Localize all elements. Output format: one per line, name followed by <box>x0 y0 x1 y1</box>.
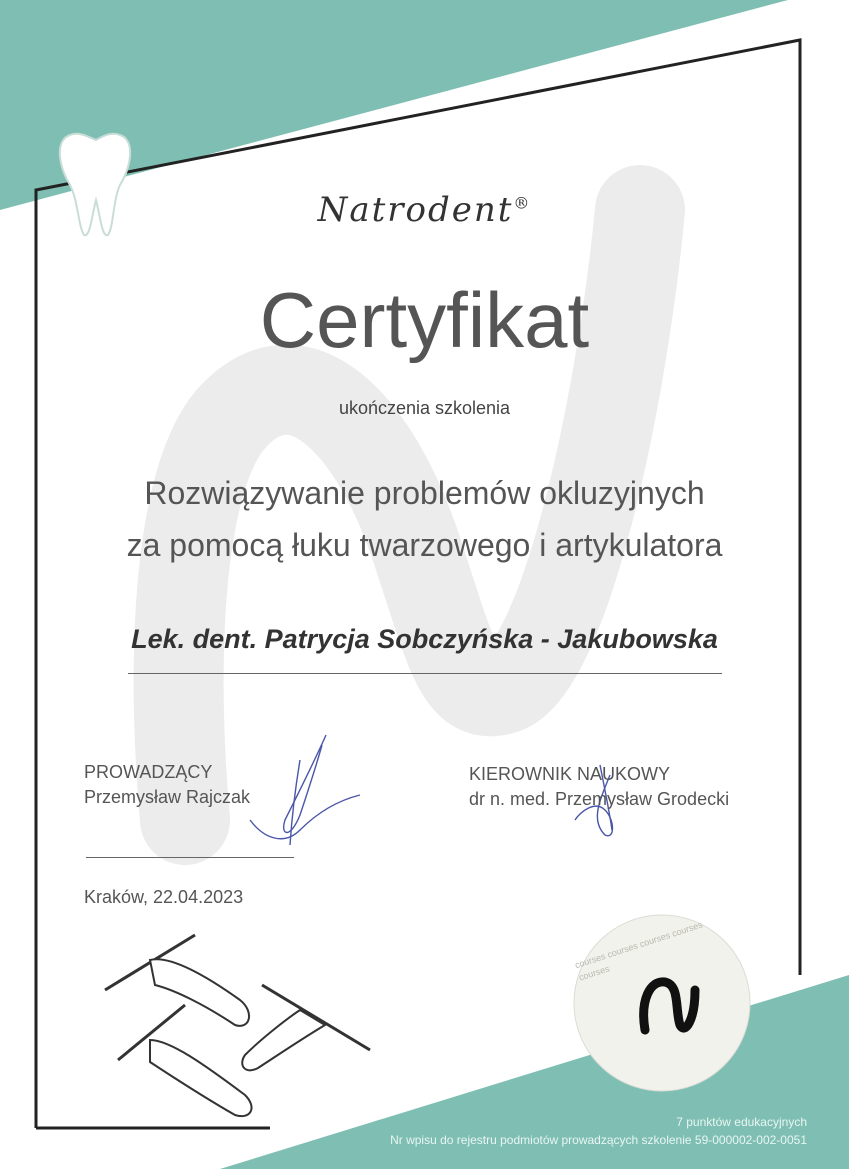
left-signature-block <box>84 760 250 810</box>
articulator-illustration <box>105 935 370 1116</box>
left-signature-line <box>86 857 294 858</box>
brand-name: Natrodent <box>317 190 514 230</box>
left-signature-name: Przemysław Rajczak <box>84 787 251 807</box>
right-signature-role: KIEROWNIK NAUKOWY <box>469 764 671 784</box>
course-title-line2: za pomocą łuku twarzowego i artykulatora <box>126 527 723 563</box>
place-date: Kraków, 22.04.2023 <box>84 887 244 907</box>
footer-registry: Nr wpisu do rejestru podmiotów prowadzących szkolenie 59-000002-002-0051 <box>390 1133 807 1147</box>
course-title-line1: Rozwiązywanie problemów okluzyjnych <box>144 475 705 511</box>
right-signature-name: dr n. med. Przemysław Grodecki <box>469 789 730 809</box>
left-signature-role: PROWADZĄCY <box>84 762 213 782</box>
brand-mark: ® <box>513 193 532 213</box>
course-title <box>0 467 849 571</box>
signature-left <box>250 735 360 845</box>
participant-name: Lek. dent. Patrycja Sobczyńska - Jakubowska <box>131 624 718 654</box>
brand-logo <box>0 190 849 230</box>
participant-underline <box>128 673 722 674</box>
footer-points: 7 punktów edukacyjnych <box>676 1115 807 1129</box>
right-signature-block <box>469 762 729 812</box>
certificate-title: Certyfikat <box>259 276 590 364</box>
footer <box>390 1113 807 1149</box>
certificate-subtitle: ukończenia szkolenia <box>338 398 511 418</box>
seal-text: courses courses courses courses courses <box>573 919 704 983</box>
